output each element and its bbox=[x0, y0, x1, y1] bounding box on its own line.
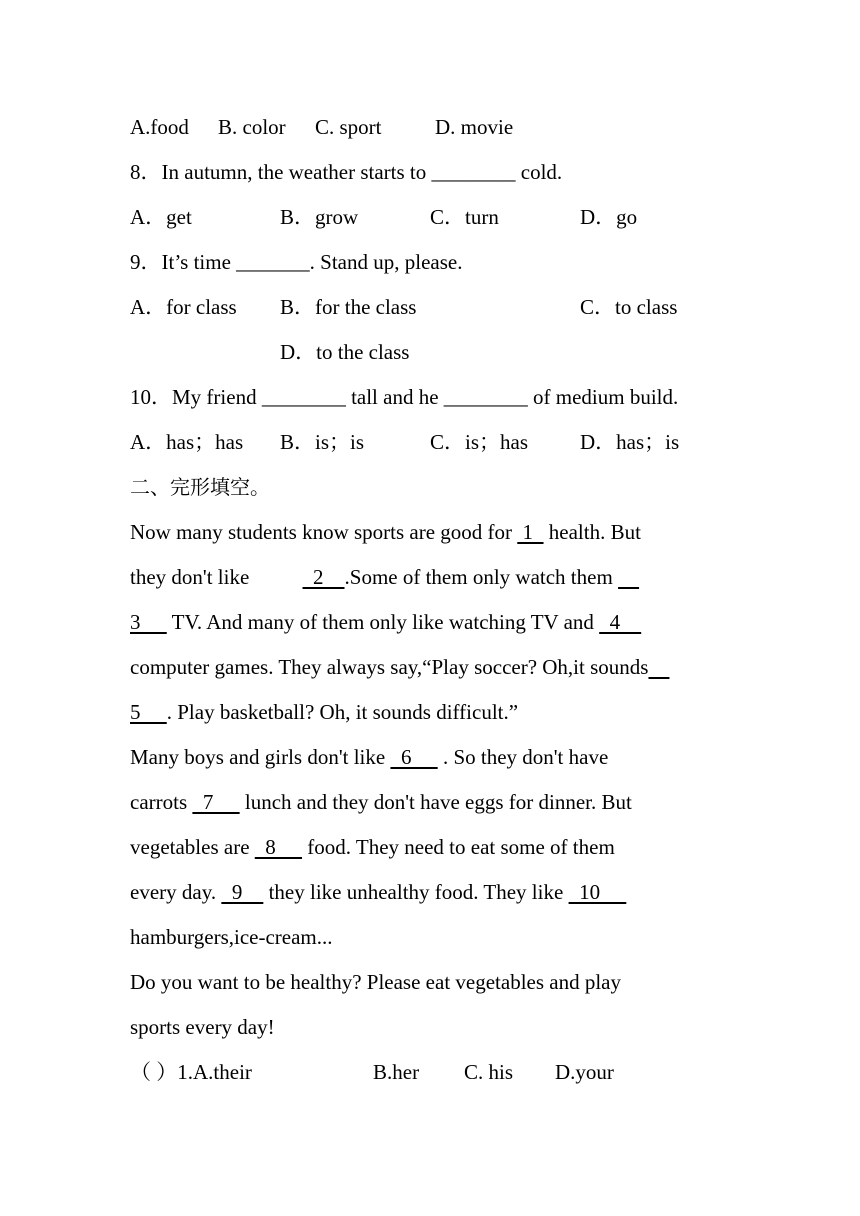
passage-line-2 bbox=[130, 562, 639, 592]
passage-line-5 bbox=[130, 697, 518, 727]
passage-line-8 bbox=[130, 832, 615, 862]
q8-option-a: A．get bbox=[130, 205, 192, 229]
q10-option-d: D．has；is bbox=[580, 430, 680, 454]
passage-text: TV. And many of them only like watching TV and bbox=[166, 610, 600, 634]
passage-text: . Play basketball? Oh, it sounds difficult.” bbox=[166, 700, 519, 724]
blank-3-start bbox=[618, 565, 639, 589]
blank-7: 7 bbox=[192, 790, 240, 814]
cloze-q1-stem: （ ）1.A.their bbox=[130, 1060, 252, 1084]
cloze-q1-option-b: B.her bbox=[373, 1060, 420, 1084]
q8-stem: 8．In autumn, the weather starts to ________ cold. bbox=[130, 160, 563, 184]
cloze-q1-option-c: C. his bbox=[464, 1060, 514, 1084]
passage-line-9 bbox=[130, 877, 626, 907]
passage-line-10: hamburgers,ice-cream... bbox=[130, 925, 333, 949]
passage-text: Now many students know sports are good for bbox=[130, 520, 518, 544]
blank-9: 9 bbox=[221, 880, 264, 904]
q9-option-d: D．to the class bbox=[280, 340, 410, 364]
blank-5-start bbox=[648, 655, 669, 679]
blank-8: 8 bbox=[254, 835, 303, 859]
passage-line-6 bbox=[130, 742, 608, 772]
q9-stem: 9．It’s time _______. Stand up, please. bbox=[130, 250, 463, 274]
blank-1: 1 bbox=[517, 520, 544, 544]
passage-text: every day. bbox=[130, 880, 222, 904]
passage-text: vegetables are bbox=[130, 835, 255, 859]
q10-option-c: C．is；has bbox=[430, 430, 529, 454]
passage-text: they don't like bbox=[130, 565, 255, 589]
blank-5-end: 5 bbox=[130, 700, 167, 724]
q9-option-a: A．for class bbox=[130, 295, 237, 319]
q8-option-d: D．go bbox=[580, 205, 638, 229]
passage-text: carrots bbox=[130, 790, 193, 814]
q9-option-c: C．to class bbox=[580, 295, 678, 319]
q10-option-b: B．is；is bbox=[280, 430, 365, 454]
q10-option-a: A．has；has bbox=[130, 430, 244, 454]
section2-title: 二、完形填空。 bbox=[130, 475, 270, 499]
q8-option-b: B．grow bbox=[280, 205, 359, 229]
passage-line-7 bbox=[130, 787, 632, 817]
passage-text: computer games. They always say,“Play soccer? Oh,it sounds bbox=[130, 655, 649, 679]
q8-option-c: C．turn bbox=[430, 205, 499, 229]
passage-text: Many boys and girls don't like bbox=[130, 745, 391, 769]
passage-text: .Some of them only watch them bbox=[344, 565, 619, 589]
passage-line-11: Do you want to be healthy? Please eat vegetables and play bbox=[130, 970, 621, 994]
passage-line-4 bbox=[130, 652, 669, 682]
cloze-q1-option-d: D.your bbox=[555, 1060, 614, 1084]
blank-3-end: 3 bbox=[130, 610, 167, 634]
q7-option-d: D. movie bbox=[435, 115, 514, 139]
blank-6: 6 bbox=[390, 745, 438, 769]
passage-line-1 bbox=[130, 517, 641, 547]
passage-line-3 bbox=[130, 607, 641, 637]
passage-text: food. They need to eat some of them bbox=[302, 835, 615, 859]
passage-text: health. But bbox=[543, 520, 641, 544]
passage-line-12: sports every day! bbox=[130, 1015, 275, 1039]
q7-option-b: B. color bbox=[218, 115, 286, 139]
passage-text: they like unhealthy food. They like bbox=[263, 880, 569, 904]
passage-text: . So they don't have bbox=[437, 745, 609, 769]
blank-10: 10 bbox=[568, 880, 627, 904]
q7-option-c: C. sport bbox=[315, 115, 382, 139]
q7-option-a: A.food bbox=[130, 115, 189, 139]
passage-text: lunch and they don't have eggs for dinner. But bbox=[239, 790, 632, 814]
q10-stem: 10．My friend ________ tall and he ________ of medium build. bbox=[130, 385, 679, 409]
blank-2: 2 bbox=[302, 565, 345, 589]
blank-4: 4 bbox=[599, 610, 642, 634]
q9-option-b: B．for the class bbox=[280, 295, 417, 319]
